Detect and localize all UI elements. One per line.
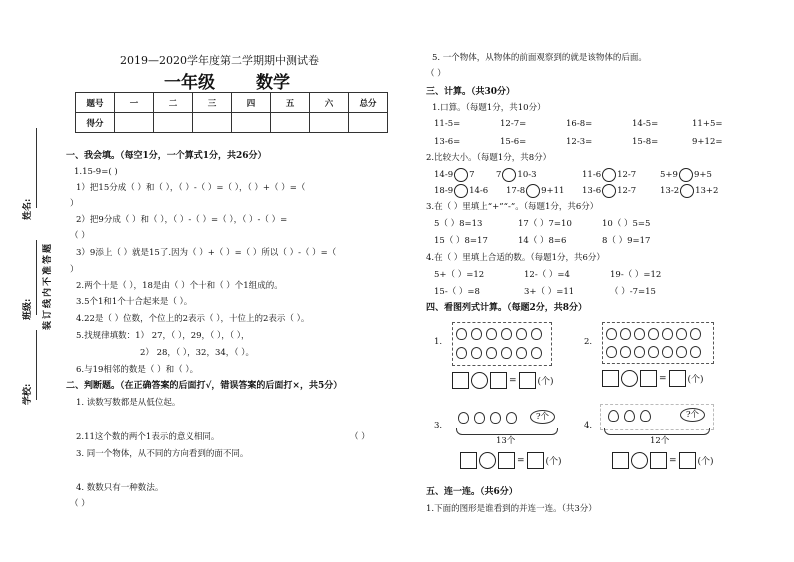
school-label: 学校: — [23, 383, 33, 405]
picture-number: 1. — [434, 337, 443, 347]
subsection-title: 1.口算。（每题1分，共10分） — [432, 103, 546, 113]
apple-icon — [506, 412, 517, 424]
leaf-icon — [690, 328, 701, 340]
compare-right: 7 — [469, 170, 475, 180]
grade-title: 一年级 — [164, 73, 215, 93]
section2-title: 二、判断题。（在正确答案的后面打√，错误答案的后面打×，共5分） — [66, 381, 343, 391]
apple-icon — [531, 347, 542, 359]
section3-title: 三、计算。（共30分） — [426, 87, 516, 97]
oral-cell: 13-6= — [434, 137, 461, 147]
sign-cell: 15（ ）8=17 — [434, 236, 488, 246]
operator-circle[interactable] — [479, 452, 496, 469]
list-item: 5. 一个物体，从物体的前面观察到的就是该物体的后面。 — [432, 53, 647, 63]
apple-icon — [516, 328, 527, 340]
compare-circle[interactable] — [526, 184, 540, 198]
compare-circle[interactable] — [679, 168, 693, 182]
table-cell: 五 — [271, 93, 310, 113]
picture-number: 3. — [434, 421, 443, 431]
leaf-icon — [662, 328, 673, 340]
binding-warning: 装订线内不准答题 — [43, 241, 53, 330]
compare-item — [434, 184, 488, 198]
score-table — [75, 92, 388, 133]
leaf-icon — [676, 328, 687, 340]
equals-sign: = — [509, 375, 517, 386]
subsection-title: 4.在（ ）里填上合适的数。（每题1分，共6分） — [426, 253, 605, 263]
leaf-icon — [620, 346, 631, 358]
answer-box[interactable] — [669, 370, 686, 387]
list-item: 4.22是（ ）位数，个位上的2表示（ ），十位上的2表示（ ）。 — [76, 314, 310, 324]
picture-number: 2. — [584, 337, 593, 347]
compare-left: 14-9 — [434, 170, 454, 180]
table-cell: 一 — [115, 93, 154, 113]
answer-box[interactable] — [460, 452, 477, 469]
answer-box[interactable] — [612, 452, 629, 469]
answer-box[interactable] — [602, 370, 619, 387]
equation-blanks — [460, 452, 562, 469]
table-cell: 二 — [154, 93, 193, 113]
apple-icon — [486, 328, 497, 340]
apple-icon — [456, 328, 467, 340]
list-item: 1. 读数写数都是从低位起。 — [76, 398, 181, 408]
list-item: 2.两个十是（ ），18是由（ ）个十和（ ）个1组成的。 — [76, 281, 283, 291]
sign-cell: 14（ ）8=6 — [518, 236, 567, 246]
oral-cell: 15-6= — [500, 137, 527, 147]
answer-box[interactable] — [519, 372, 536, 389]
pear-icon — [624, 410, 635, 422]
leaf-icon — [634, 346, 645, 358]
list-item: 2）把9分成（ ）和（ ），（ ）-（ ）=（ ），（ ）-（ ）= — [76, 215, 288, 225]
list-item: ） — [70, 199, 79, 209]
apple-icon — [471, 347, 482, 359]
compare-left: 11-6 — [582, 170, 602, 180]
compare-item — [660, 168, 712, 182]
apple-icon — [456, 347, 467, 359]
compare-circle[interactable] — [602, 184, 616, 198]
compare-item — [434, 168, 475, 182]
apple-icon — [490, 412, 501, 424]
score-table-score-row — [76, 113, 388, 133]
score-table-header-row — [76, 93, 388, 113]
leaf-icon — [648, 346, 659, 358]
compare-right: 9+11 — [541, 186, 565, 196]
sign-cell: 5（ ）8=13 — [434, 219, 483, 229]
equation-blanks — [602, 370, 704, 387]
score-cell[interactable] — [115, 113, 154, 133]
leaf-icon — [648, 328, 659, 340]
equals-sign: = — [517, 455, 525, 466]
sign-cell: 10（ ）5=5 — [602, 219, 651, 229]
name-label: 姓名: — [23, 198, 33, 220]
unit-label: (个) — [537, 377, 554, 387]
score-cell[interactable] — [349, 113, 388, 133]
leaf-icon — [676, 346, 687, 358]
brace-line — [456, 428, 558, 435]
compare-circle[interactable] — [602, 168, 616, 182]
fill-cell: 12-（ ）=4 — [524, 270, 570, 280]
score-cell[interactable] — [271, 113, 310, 133]
list-item: 1.15-9=( ) — [74, 167, 118, 177]
oral-cell: 12-7= — [500, 119, 527, 129]
list-item: ） — [70, 265, 79, 275]
leaf-icon — [662, 346, 673, 358]
operator-circle[interactable] — [621, 370, 638, 387]
list-item: 1）把15分成（ ）和（ ），（ ）-（ ）=（ ），（ ）+（ ）=（ — [76, 183, 306, 193]
unit-label: (个) — [697, 457, 714, 467]
compare-item — [582, 184, 636, 198]
equation-blanks — [612, 452, 714, 469]
operator-circle[interactable] — [471, 372, 488, 389]
apple-icon — [531, 328, 542, 340]
table-cell: 四 — [232, 93, 271, 113]
name-line — [36, 128, 37, 208]
list-item: 1.下面的图形是谁看到的并连一连。（共3分） — [426, 504, 597, 514]
compare-right: 10-3 — [517, 170, 537, 180]
list-item: 3.5个1和1个十合起来是（ ）。 — [76, 297, 193, 307]
oral-cell: 11+5= — [692, 119, 723, 129]
apple-icon — [516, 347, 527, 359]
apple-icon — [471, 328, 482, 340]
section1-title: 一、我会填。（每空1分，一个算式1分，共26分） — [66, 151, 267, 161]
list-item: 6.与19相邻的数是（ ）和（ ）。 — [76, 365, 199, 375]
compare-right: 12-7 — [617, 186, 637, 196]
list-item: （ ） — [70, 231, 90, 241]
fill-cell: 19-（ ）=12 — [610, 270, 662, 280]
leaf-icon — [606, 346, 617, 358]
fill-cell: 3+（ ）=11 — [524, 287, 575, 297]
oral-cell: 16-8= — [566, 119, 593, 129]
class-line — [36, 240, 37, 315]
list-item: 3）9添上（ ）就是15了.因为（ ）+（ ）=（ ）所以（ ）-（ ）=（ — [76, 248, 337, 258]
compare-item — [506, 184, 564, 198]
oral-cell: 11-5= — [434, 119, 461, 129]
exam-year-title: 2019—2020学年度第二学期期中测试卷 — [120, 54, 319, 67]
pear-icon — [608, 410, 619, 422]
compare-right: 13+2 — [695, 186, 719, 196]
compare-left: 13-2 — [660, 186, 680, 196]
operator-circle[interactable] — [631, 452, 648, 469]
answer-box[interactable] — [640, 370, 657, 387]
compare-left: 5+9 — [660, 170, 678, 180]
score-cell[interactable] — [232, 113, 271, 133]
compare-right: 14-6 — [469, 186, 489, 196]
table-cell: 六 — [310, 93, 349, 113]
compare-circle[interactable] — [680, 184, 694, 198]
apple-icon — [501, 328, 512, 340]
apple-icon — [458, 412, 469, 424]
compare-circle[interactable] — [454, 168, 468, 182]
score-cell[interactable] — [154, 113, 193, 133]
score-cell[interactable] — [193, 113, 232, 133]
compare-left: 18-9 — [434, 186, 454, 196]
unit-label: (个) — [545, 457, 562, 467]
subject-title: 数学 — [256, 73, 290, 93]
answer-box[interactable] — [650, 452, 667, 469]
answer-paren[interactable]: （ ） — [70, 499, 90, 509]
answer-box[interactable] — [452, 372, 469, 389]
oral-cell: 15-8= — [632, 137, 659, 147]
compare-left: 7 — [496, 170, 502, 180]
fill-cell: 15-（ ）=8 — [434, 287, 480, 297]
picture-number: 4. — [584, 421, 593, 431]
oral-cell: 9+12= — [692, 137, 723, 147]
pear-icon — [640, 410, 651, 422]
compare-right: 12-7 — [617, 170, 637, 180]
section4-title: 四、看图列式计算。（每题2分，共8分） — [426, 303, 588, 313]
table-cell: 题号 — [76, 93, 115, 113]
list-item: 3. 同一个物体，从不同的方向看到的面不同。 — [76, 449, 249, 459]
school-line — [36, 330, 37, 400]
compare-circle[interactable] — [454, 184, 468, 198]
subsection-title: 3.在（ ）里填上“+”“-”。（每题1分，共6分） — [426, 202, 599, 212]
brace-line — [604, 428, 710, 435]
answer-box[interactable] — [490, 372, 507, 389]
answer-box[interactable] — [679, 452, 696, 469]
equation-blanks — [452, 372, 554, 389]
leaf-icon — [620, 328, 631, 340]
list-item: 2） 28，（ ），32，34，（ ）。 — [140, 348, 254, 358]
total-label: 13个 — [496, 436, 516, 446]
section5-title: 五、连一连。（共6分） — [426, 487, 518, 497]
oral-cell: 12-3= — [566, 137, 593, 147]
sign-cell: 8（ ）9=17 — [602, 236, 651, 246]
table-cell: 三 — [193, 93, 232, 113]
apple-icon — [501, 347, 512, 359]
answer-paren[interactable]: （ ） — [350, 432, 370, 442]
class-label: 班级: — [23, 298, 33, 320]
sign-cell: 17（ ）7=10 — [518, 219, 572, 229]
subsection-title: 2.比较大小。（每题1分，共8分） — [426, 153, 552, 163]
leaf-icon — [606, 328, 617, 340]
score-cell[interactable] — [310, 113, 349, 133]
answer-paren[interactable]: （ ） — [426, 69, 446, 79]
total-label: 12个 — [650, 436, 670, 446]
answer-box[interactable] — [498, 452, 515, 469]
compare-left: 17-8 — [506, 186, 526, 196]
question-bubble: ?个 — [530, 410, 555, 424]
compare-circle[interactable] — [502, 168, 516, 182]
compare-left: 13-6 — [582, 186, 602, 196]
leaf-icon — [634, 328, 645, 340]
compare-item — [496, 168, 537, 182]
fill-cell: 5+（ ）=12 — [434, 270, 485, 280]
list-item: 4. 数数只有一种数法。 — [76, 483, 164, 493]
list-item: 2.11这个数的两个1表示的意义相同。 — [76, 432, 220, 442]
list-item: 5.找规律填数：1） 27，（ ），29，（ ），（ ）， — [76, 331, 250, 341]
apple-icon — [474, 412, 485, 424]
answer-box[interactable] — [527, 452, 544, 469]
table-cell: 得分 — [76, 113, 115, 133]
equals-sign: = — [659, 373, 667, 384]
table-cell: 总分 — [349, 93, 388, 113]
compare-item — [660, 184, 718, 198]
oral-cell: 14-5= — [632, 119, 659, 129]
fill-cell: （ ）-7=15 — [610, 287, 656, 297]
unit-label: (个) — [687, 375, 704, 385]
compare-right: 9+5 — [693, 170, 712, 180]
leaf-icon — [690, 346, 701, 358]
question-bubble: ?个 — [680, 408, 705, 422]
compare-item — [582, 168, 636, 182]
equals-sign: = — [669, 455, 677, 466]
apple-icon — [486, 347, 497, 359]
